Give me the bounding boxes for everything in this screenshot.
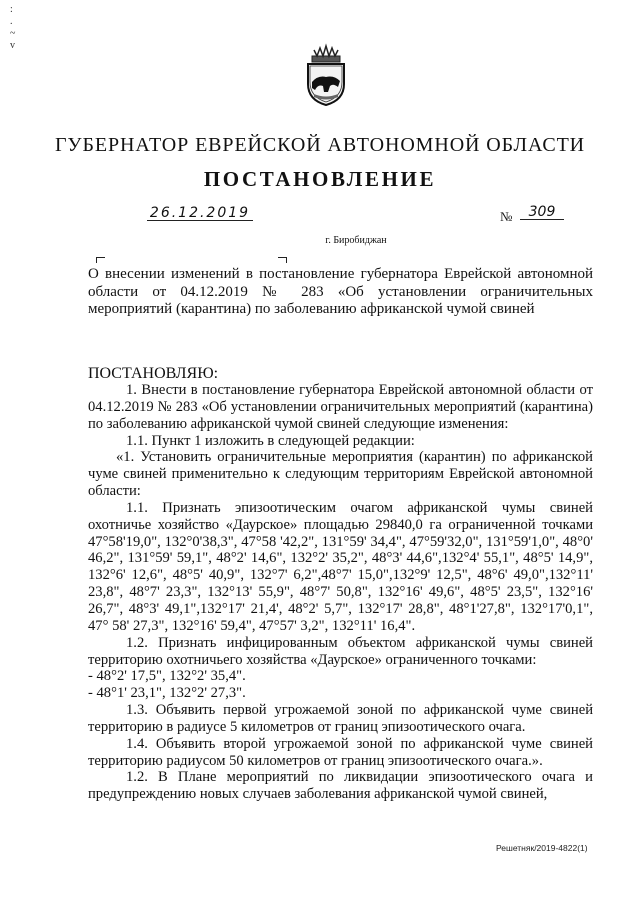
paragraph: 1.1. Признать эпизоотическим очагом африканской чумы свиней охотничье хозяйство «Даурское» площадью 29840,0 га ограниченной точками 47°58'19,0", 132°0'38,3", 47°58 '42,2", 131°59' 34,4", 47°59'32,0", 131°59'1,0", 48°0' 46,2", 131°59' 59,1", 48°2' 14,6", 132°2' 35,2", 48°3' 44,6",132°4' 55,1", 48°5' 14,9", 132°6' 12,6", 48°5' 40,9", 132°7' 6,2",48°7' 15,0",132°9' 12,5", 48°6' 49,0",132°11' 23,8", 48°7' 23,3", 132°13' 55,9", 48°7' 50,8", 132°16' 49,6", 48°5' 23,5", 132°16' 26,7", 48°3' 49,1",132°17' 21,4', 48°2' 5,7", 132°17' 28,8", 48°1'27,8", 132°17'0,1", 47° 58' 27,3", 132°16' 59,4", 47°57' 3,2", 132°11' 16,4". — [88, 499, 593, 634]
coordinate-line: - 48°2' 17,5", 132°2' 35,4". — [88, 668, 246, 685]
paragraph: 1. Внести в постановление губернатора Еврейской автономной области от 04.12.2019 № 283 «Об установлении ограничительных мероприятий (карантина) по заболеванию африканской чумой свиней следующие изменения: — [88, 382, 593, 432]
organization-title: ГУБЕРНАТОР ЕВРЕЙСКОЙ АВТОНОМНОЙ ОБЛАСТИ — [54, 134, 586, 156]
coat-of-arms-icon — [304, 42, 348, 106]
decree-word: ПОСТАНОВЛЯЮ: — [88, 365, 219, 382]
document-date: 26.12.2019 — [147, 206, 253, 221]
document-subject: О внесении изменений в постановление губернатора Еврейской автономной области от 04.12.2019 № 283 «Об установлении ограничительных мероприятий (карантина) по заболеванию африканской чумой свиней — [88, 266, 593, 317]
number-label: № — [500, 209, 513, 224]
paragraph: 1.2. В Плане мероприятий по ликвидации эпизоотического очага и предупреждению новых случаев заболевания африканской чумой свиней, — [88, 769, 593, 803]
margin-marks: : . ~ v — [10, 4, 16, 51]
coordinate-line: - 48°1' 23,1", 132°2' 27,3". — [88, 685, 246, 702]
city: г. Биробиджан — [325, 235, 387, 246]
paragraph: 1.1. Пункт 1 изложить в следующей редакции: — [126, 432, 415, 449]
document-number: 309 — [520, 205, 564, 220]
paragraph: 1.4. Объявить второй угрожаемой зоной по африканской чуме свиней территорию радиусом 50 километров от границ эпизоотического очага.». — [88, 735, 593, 769]
corner-mark-left — [96, 257, 105, 263]
document-body — [88, 382, 593, 803]
footer-reference: Решетняк/2019-4822(1) — [496, 843, 588, 853]
corner-mark-right — [278, 257, 287, 263]
paragraph: 1.2. Признать инфицированным объектом африканской чумы свиней территорию охотничьего хозяйства «Даурское» ограниченного точками: — [88, 634, 593, 668]
paragraph: 1.3. Объявить первой угрожаемой зоной по африканской чуме свиней территорию в радиусе 5 километров от границ эпизоотического очага. — [88, 702, 593, 735]
document-type: ПОСТАНОВЛЕНИЕ — [203, 167, 437, 191]
paragraph: «1. Установить ограничительные мероприятия (карантин) по африканской чуме свиней применительно к следующим территориям Еврейской автономной области: — [88, 449, 593, 500]
